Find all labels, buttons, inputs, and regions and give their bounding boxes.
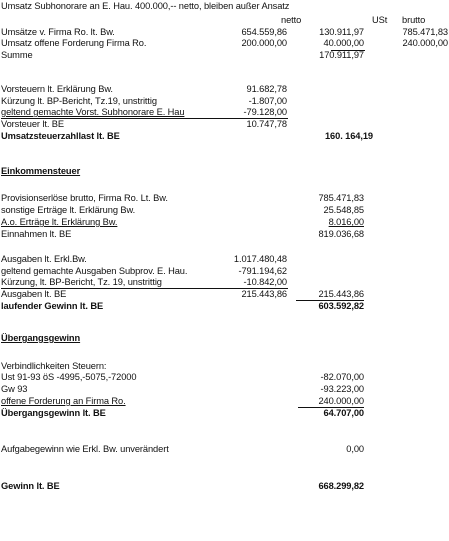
vorsteuer-total-label: Vorsteuer lt. BE	[1, 119, 64, 129]
vorsteuer-label: Kürzung lt. BP-Bericht, Tz.19, unstrittig	[1, 96, 157, 106]
aufgabegewinn-value: 0,00	[346, 444, 364, 454]
ueg-label: offene Forderung an Firma Ro.	[1, 396, 126, 406]
vorsteuer-value: -1.807,00	[248, 96, 287, 106]
ust-row-label: Umsatz offene Forderung Firma Ro.	[1, 38, 147, 48]
einnahmen-label: sonstige Erträge lt. Erklärung Bw.	[1, 205, 136, 215]
laufender-gewinn-value: 603.592,82	[318, 301, 364, 311]
ust-sum-label: Summe	[1, 50, 33, 60]
einnahmen-total-value: 819.036,68	[318, 229, 364, 239]
ausgaben-total-label: Ausgaben lt. BE	[1, 289, 67, 299]
ust-row-brutto: 785.471,83	[402, 27, 448, 37]
ust-row-ust: 40.000,00	[323, 38, 364, 48]
col-header-brutto: brutto	[402, 15, 426, 25]
ausgaben-value: -10.842,00	[243, 277, 287, 287]
ausgaben-total-value: 215.443,86	[241, 289, 287, 299]
ust-row-netto: 654.559,86	[241, 27, 287, 37]
einnahmen-label: A.o. Erträge lt. Erklärung Bw.	[1, 217, 118, 227]
vorsteuer-value: 91.682,78	[246, 84, 287, 94]
gewinn-value: 668.299,82	[318, 481, 364, 491]
ueg-label: Ust 91-93 öS -4995,-5075,-72000	[1, 372, 137, 382]
header-note: Umsatz Subhonorare an E. Hau. 400.000,-- netto, bleiben außer Ansatz	[1, 1, 290, 11]
ueg-label: Verbindlichkeiten Steuern:	[1, 361, 107, 371]
ueg-label: Gw 93	[1, 384, 28, 394]
vorsteuer-value: -79.128,00	[243, 107, 287, 117]
ausgaben-label: geltend gemachte Ausgaben Subprov. E. Hau.	[1, 266, 188, 276]
col-header-netto: netto	[281, 15, 302, 25]
einnahmen-total-label: Einnahmen lt. BE	[1, 229, 72, 239]
ausgaben-label: Kürzung, lt. BP-Bericht, Tz. 19, unstrittig	[1, 277, 162, 287]
einnahmen-value: 25.548,85	[323, 205, 364, 215]
ueg-total-value: 64.707,00	[323, 408, 364, 418]
laufender-gewinn-label: laufender Gewinn lt. BE	[1, 301, 104, 311]
section-title-uebergangsgewinn: Übergangsgewinn	[1, 333, 81, 343]
ueg-value: 240.000,00	[318, 396, 364, 406]
ueg-total-label: Übergangsgewinn lt. BE	[1, 408, 106, 418]
ausgaben-label: Ausgaben lt. Erkl.Bw.	[1, 254, 87, 264]
ausgaben-value: -791.194,62	[238, 266, 287, 276]
zahllast-label: Umsatzsteuerzahllast lt. BE	[1, 131, 120, 141]
vorsteuer-total-value: 10.747,78	[246, 119, 287, 129]
ueg-value: -93.223,00	[320, 384, 364, 394]
aufgabegewinn-label: Aufgabegewinn wie Erkl. Bw. unverändert	[1, 444, 169, 454]
ueg-value: -82.070,00	[320, 372, 364, 382]
zahllast-value: 160. 164,19	[324, 131, 373, 141]
gewinn-label: Gewinn lt. BE	[1, 481, 60, 491]
einnahmen-value: 8.016,00	[328, 217, 364, 227]
ust-sum-value: 170.911,97	[319, 50, 364, 60]
ust-row-netto: 200.000,00	[241, 38, 287, 48]
vorsteuer-label: Vorsteuern lt. Erklärung Bw.	[1, 84, 113, 94]
ausgaben-value: 1.017.480,48	[233, 254, 287, 264]
col-header-ust: USt	[372, 15, 388, 25]
section-title-einkommensteuer: Einkommensteuer	[1, 166, 81, 176]
ausgaben-total-value-2: 215.443,86	[318, 289, 364, 299]
einnahmen-value: 785.471,83	[318, 193, 364, 203]
vorsteuer-label: geltend gemachte Vorst. Subhonorare E. Hau	[1, 107, 185, 117]
ust-row-label: Umsätze v. Firma Ro. lt. Bw.	[1, 27, 115, 37]
ust-row-ust: 130.911,97	[319, 27, 364, 37]
ust-row-brutto: 240.000,00	[402, 38, 448, 48]
einnahmen-label: Provisionserlöse brutto, Firma Ro. Lt. Bw.	[1, 193, 168, 203]
